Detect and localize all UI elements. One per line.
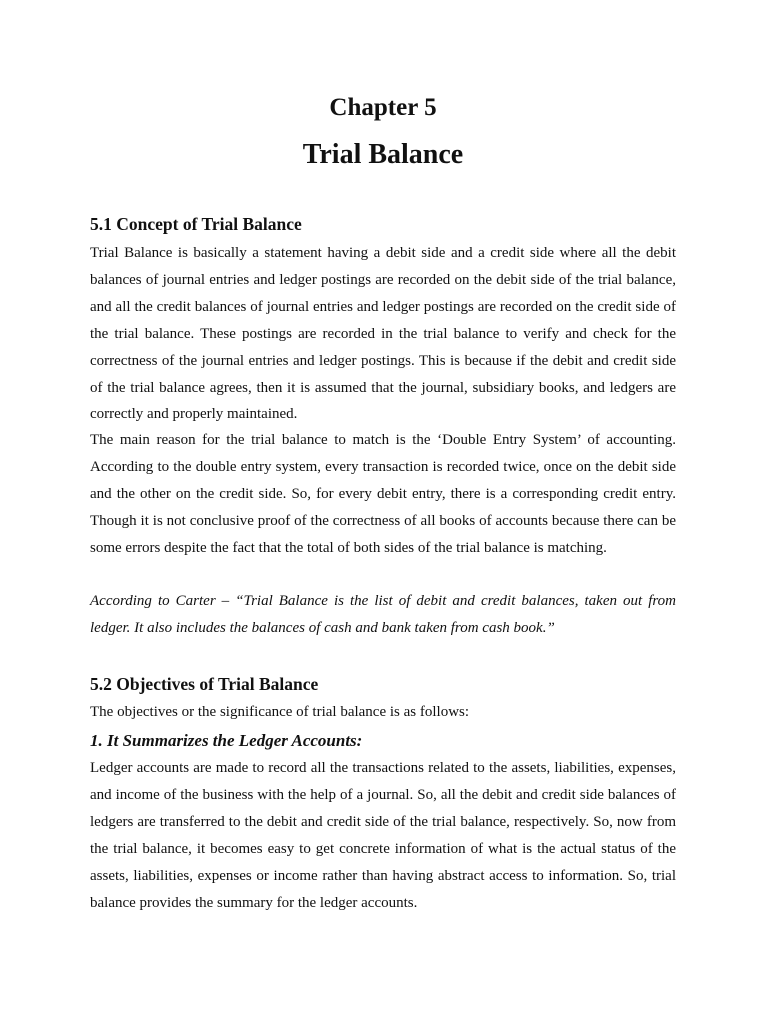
objectives-intro: The objectives or the significance of trial balance is as follows:	[90, 704, 470, 720]
carter-quote: According to Carter – “Trial Balance is the list of debit and credit balances, taken out from ledger. It also includes the balances of cash and bank taken from cash book.”	[90, 593, 676, 636]
paragraph-concept-definition: Trial Balance is basically a statement having a debit side and a credit side where all the debit balances of journal entries and ledger postings are recorded on the debit side of the trial balance, and all the credit balances of journal entries and ledger postings are recorded on the credit side of the trial balance. These postings are recorded in the trial balance to verify and check for the correctness of the journal entries and ledger postings. This is because if the debit and credit side of the trial balance agrees, then it is assumed that the journal, subsidiary books, and ledgers are correctly and properly maintained.	[90, 245, 676, 423]
paragraph-ledger-summary: Ledger accounts are made to record all the transactions related to the assets, liabilities, expenses, and income of the business with the help of a journal. So, all the debit and credit side balances of ledgers are transferred to the debit and credit side of the trial balance, respectively. So, now from the trial balance, it becomes easy to get concrete information of what is the actual status of the assets, liabilities, expenses or income rather than having abstract access to information. So, trial balance provides the summary for the ledger accounts.	[90, 760, 676, 911]
chapter-number: Chapter 5	[329, 94, 437, 121]
section-heading-objectives: 5.2 Objectives of Trial Balance	[90, 674, 319, 694]
paragraph-double-entry: The main reason for the trial balance to match is the ‘Double Entry System’ of accounting. According to the double entry system, every transaction is recorded twice, once on the debit side and the other on the credit side. So, for every debit entry, there is a corresponding credit entry. Though it is not conclusive proof of the correctness of all books of accounts because there can be some errors despite the fact that the total of both sides of the trial balance is matching.	[90, 432, 676, 556]
section-heading-concept: 5.1 Concept of Trial Balance	[90, 214, 302, 234]
objective-subheading-summarizes: 1. It Summarizes the Ledger Accounts:	[90, 731, 363, 750]
chapter-title: Trial Balance	[302, 139, 464, 170]
